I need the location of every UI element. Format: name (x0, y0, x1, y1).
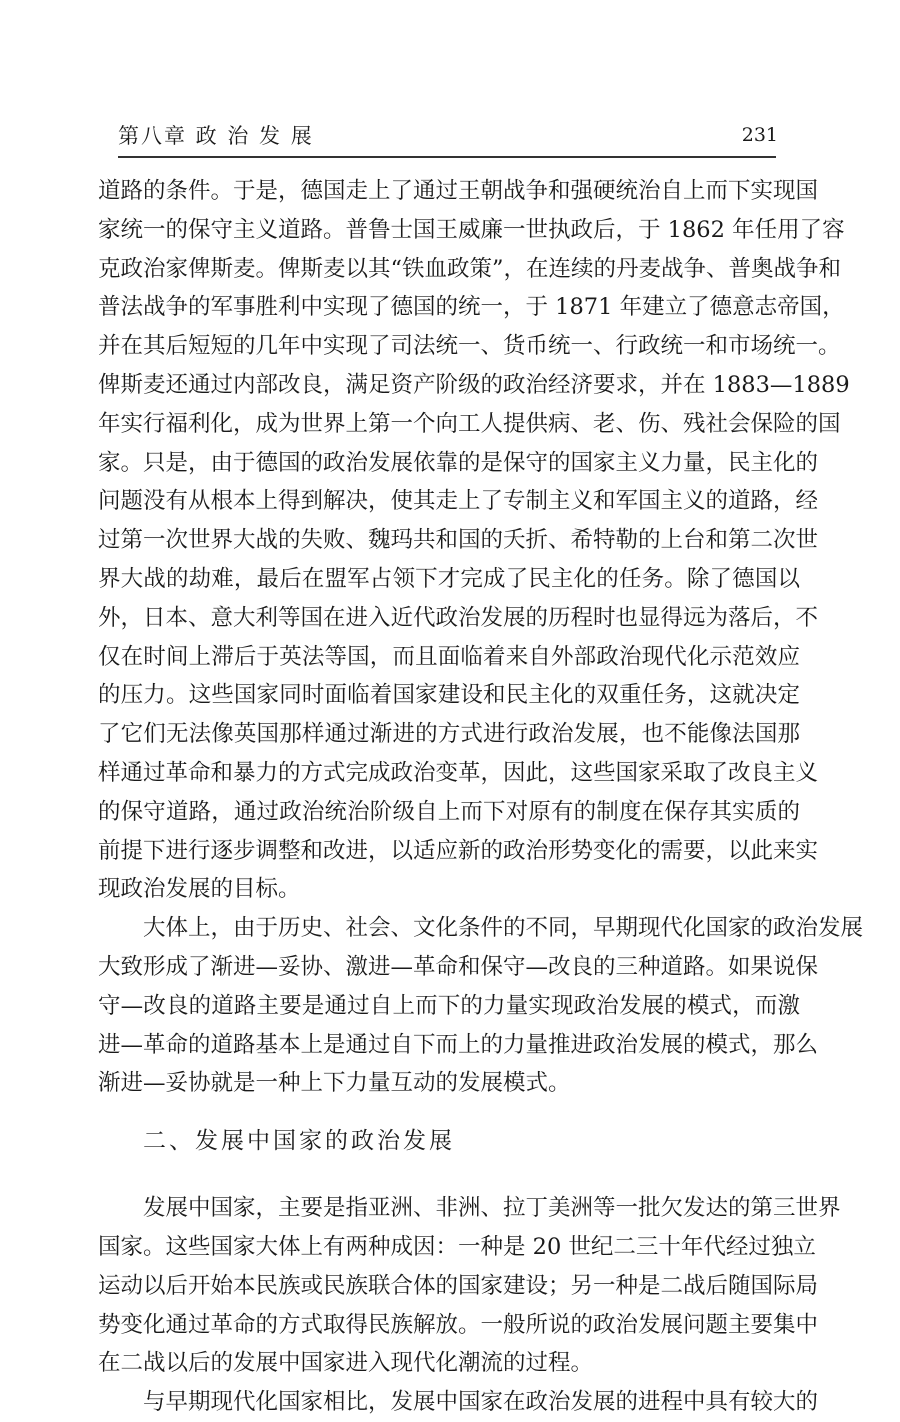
paragraph (98, 1189, 841, 1383)
text-line: 发展中国家，主要是指亚洲、非洲、拉丁美洲等一批欠发达的第三世界 (143, 1195, 841, 1222)
text-line: 道路的条件。于是，德国走上了通过王朝战争和强硬统治自上而下实现国 (98, 178, 819, 204)
paragraph (98, 172, 850, 909)
text-line: 了它们无法像英国那样通过渐进的方式进行政治发展，也不能像法国那 (98, 721, 800, 748)
text-line: 前提下进行逐步调整和改进，以适应新的政治形势变化的需要，以此来实 (98, 837, 819, 864)
section-heading: 二、发展中国家的政治发展 (143, 1128, 455, 1155)
text-line: 家统一的保守主义道路。普鲁士国王威廉一世执政后，于 1862 年任用了容 (98, 216, 845, 243)
text-line: 外，日本、意大利等国在进入近代政治发展的历程时也显得远为落后，不 (98, 604, 819, 631)
page-header (118, 116, 778, 156)
text-line: 势变化通过革命的方式取得民族解放。一般所说的政治发展问题主要集中 (98, 1311, 819, 1338)
text-line: 进—革命的道路基本上是通过自下而上的力量推进政治发展的模式，那么 (98, 1031, 819, 1058)
text-line: 问题没有从根本上得到解决，使其走上了专制主义和军国主义的道路，经 (98, 488, 819, 515)
text-line: 普法战争的军事胜利中实现了德国的统一，于 1871 年建立了德意志帝国， (98, 294, 845, 321)
text-line: 渐进—妥协就是一种上下力量互动的发展模式。 (98, 1070, 571, 1097)
text-line: 克政治家俾斯麦。俾斯麦以其“铁血政策”，在连续的丹麦战争、普奥战争和 (98, 255, 842, 282)
text-line: 在二战以后的发展中国家进入现代化潮流的过程。 (98, 1350, 594, 1377)
text-line: 并在其后短短的几年中实现了司法统一、货币统一、行政统一和市场统一。 (98, 333, 841, 360)
text-line: 的压力。这些国家同时面临着国家建设和民主化的双重任务，这就决定 (98, 682, 800, 709)
chapter-title: 第八章 政 治 发 展 (118, 124, 314, 148)
text-line: 现政治发展的目标。 (98, 876, 301, 903)
page-number: 231 (741, 124, 778, 146)
text-line: 与早期现代化国家相比，发展中国家在政治发展的进程中具有较大的 (143, 1389, 819, 1416)
text-line: 过第一次世界大战的失败、魏玛共和国的夭折、希特勒的上台和第二次世 (98, 527, 819, 554)
text-line: 仅在时间上滞后于英法等国，而且面临着来自外部政治现代化示范效应 (98, 643, 800, 670)
text-line: 大体上，由于历史、社会、文化条件的不同，早期现代化国家的政治发展 (143, 915, 864, 942)
text-line: 运动以后开始本民族或民族联合体的国家建设；另一种是二战后随国际局 (98, 1272, 819, 1299)
text-line: 俾斯麦还通过内部改良，满足资产阶级的政治经济要求，并在 1883—1889 (98, 371, 850, 398)
text-line: 守—改良的道路主要是通过自上而下的力量实现政治发展的模式，而激 (98, 992, 800, 1019)
text-line: 界大战的劫难，最后在盟军占领下才完成了民主化的任务。除了德国以 (98, 565, 800, 592)
text-line: 大致形成了渐进—妥协、激进—革命和保守—改良的三种道路。如果说保 (98, 953, 819, 980)
text-line: 样通过革命和暴力的方式完成政治变革，因此，这些国家采取了改良主义 (98, 759, 819, 786)
page-body (98, 172, 864, 1422)
paragraph (98, 1383, 819, 1422)
text-line: 家。只是，由于德国的政治发展依靠的是保守的国家主义力量，民主化的 (98, 449, 819, 476)
text-line: 年实行福利化，成为世界上第一个向工人提供病、老、伤、残社会保险的国 (98, 410, 841, 437)
paragraph (98, 909, 864, 1103)
text-line: 国家。这些国家大体上有两种成因：一种是 20 世纪二三十年代经过独立 (98, 1233, 816, 1260)
header-rule (118, 156, 776, 158)
text-line: 的保守道路，通过政治统治阶级自上而下对原有的制度在保存其实质的 (98, 798, 800, 825)
